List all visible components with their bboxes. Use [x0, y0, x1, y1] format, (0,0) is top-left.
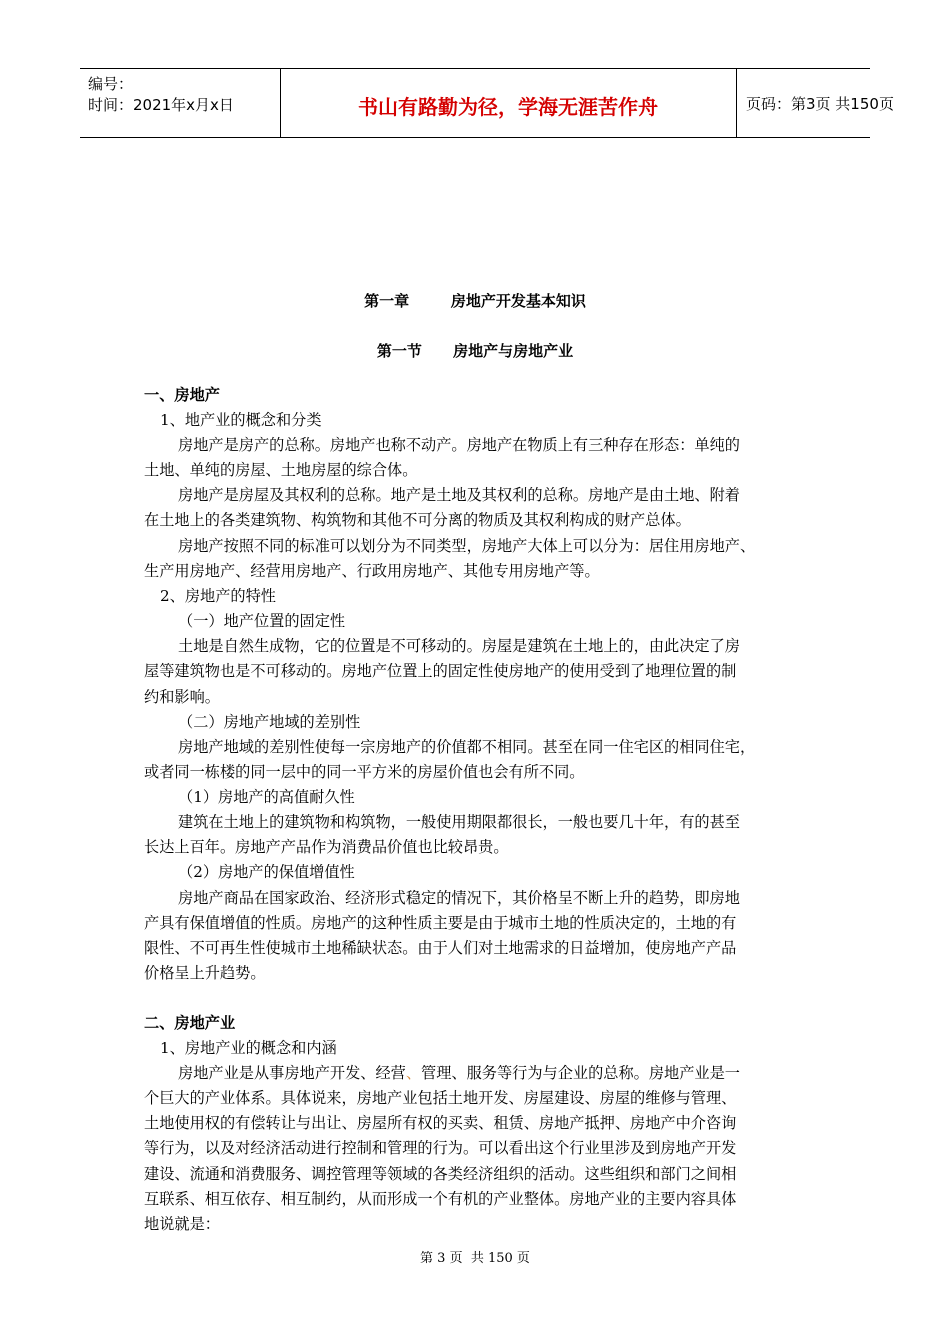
text-run: 管理、服务等行为与企业的总称。房地产业是一	[421, 1064, 740, 1082]
time-label: 时间：2021年x月x日	[88, 96, 234, 114]
subheading: （一）地产位置的固定性	[178, 612, 346, 630]
paragraph-line: 房地产地域的差别性使每一宗房地产的价值都不相同。甚至在同一住宅区的相同住宅，	[178, 738, 756, 756]
subheading: 1、地产业的概念和分类	[160, 411, 322, 429]
subheading: （1）房地产的高值耐久性	[178, 788, 355, 806]
paragraph-line: 限性、不可再生性使城市土地稀缺状态。由于人们对土地需求的日益增加，使房地产产品	[144, 939, 737, 957]
motto: 书山有路勤为径，学海无涯苦作舟	[358, 95, 658, 119]
paragraph-line: 建筑在土地上的建筑物和构筑物，一般使用期限都很长，一般也要几十年，有的甚至	[178, 813, 740, 831]
paragraph-line	[178, 1064, 740, 1082]
page-info: 页码：第3页 共150页	[746, 95, 894, 113]
subheading: （二）房地产地域的差别性	[178, 713, 361, 731]
subheading: （2）房地产的保值增值性	[178, 863, 355, 881]
paragraph-line: 产具有保值增值的性质。房地产的这种性质主要是由于城市土地的性质决定的，土地的有	[144, 914, 737, 932]
chapter-title: 第一章 房地产开发基本知识	[364, 292, 586, 310]
heading-real-estate-industry: 二、房地产业	[144, 1014, 236, 1032]
paragraph-line: 生产用房地产、经营用房地产、行政用房地产、其他专用房地产等。	[144, 562, 600, 580]
paragraph-line: 建设、流通和消费服务、调控管理等领域的各类经济组织的活动。这些组织和部门之间相	[144, 1165, 737, 1183]
section-title: 第一节 房地产与房地产业	[376, 342, 574, 360]
paragraph-line: 个巨大的产业体系。具体说来，房地产业包括土地开发、房屋建设、房屋的维修与管理、	[144, 1089, 737, 1107]
paragraph-line: 约和影响。	[144, 688, 220, 706]
page-header	[80, 68, 894, 138]
subheading: 1、房地产业的概念和内涵	[160, 1039, 337, 1057]
number-label: 编号：	[88, 75, 134, 93]
paragraph-line: 房地产按照不同的标准可以划分为不同类型，房地产大体上可以分为：居住用房地产、	[178, 537, 756, 555]
paragraph-line: 土地、单纯的房屋、土地房屋的综合体。	[144, 461, 418, 479]
paragraph-line: 等行为，以及对经济活动进行控制和管理的行为。可以看出这个行业里涉及到房地产开发	[144, 1139, 737, 1157]
paragraph-line: 互联系、相互依存、相互制约，从而形成一个有机的产业整体。房地产业的主要内容具体	[144, 1190, 737, 1208]
header-meta-cell	[80, 69, 281, 137]
paragraph-line: 土地是自然生成物，它的位置是不可移动的。房屋是建筑在土地上的，由此决定了房	[178, 637, 740, 655]
highlighted-comma: 、	[405, 1064, 421, 1082]
paragraph-line: 在土地上的各类建筑物、构筑物和其他不可分离的物质及其权利构成的财产总体。	[144, 511, 691, 529]
paragraph-line: 地说就是：	[144, 1215, 220, 1233]
heading-real-estate: 一、房地产	[144, 386, 220, 404]
paragraph-line: 或者同一栋楼的同一层中的同一平方米的房屋价值也会有所不同。	[144, 763, 585, 781]
paragraph-line: 房地产是房屋及其权利的总称。地产是土地及其权利的总称。房地产是由土地、附着	[178, 486, 740, 504]
paragraph-line: 土地使用权的有偿转让与出让、房屋所有权的买卖、租赁、房地产抵押、房地产中介咨询	[144, 1114, 737, 1132]
subheading: 2、房地产的特性	[160, 587, 276, 605]
paragraph-line: 价格呈上升趋势。	[144, 964, 266, 982]
paragraph-line: 长达上百年。房地产产品作为消费品价值也比较昂贵。	[144, 838, 509, 856]
text-run: 房地产业是从事房地产开发、经营	[178, 1064, 406, 1082]
paragraph-line: 房地产是房产的总称。房地产也称不动产。房地产在物质上有三种存在形态：单纯的	[178, 436, 740, 454]
paragraph-line: 屋等建筑物也是不可移动的。房地产位置上的固定性使房地产的使用受到了地理位置的制	[144, 662, 737, 680]
page-footer: 第 3 页 共 150 页	[420, 1251, 530, 1266]
header-page-cell	[736, 69, 894, 137]
header-motto-cell	[280, 69, 737, 137]
paragraph-line: 房地产商品在国家政治、经济形式稳定的情况下，其价格呈不断上升的趋势，即房地	[178, 889, 740, 907]
